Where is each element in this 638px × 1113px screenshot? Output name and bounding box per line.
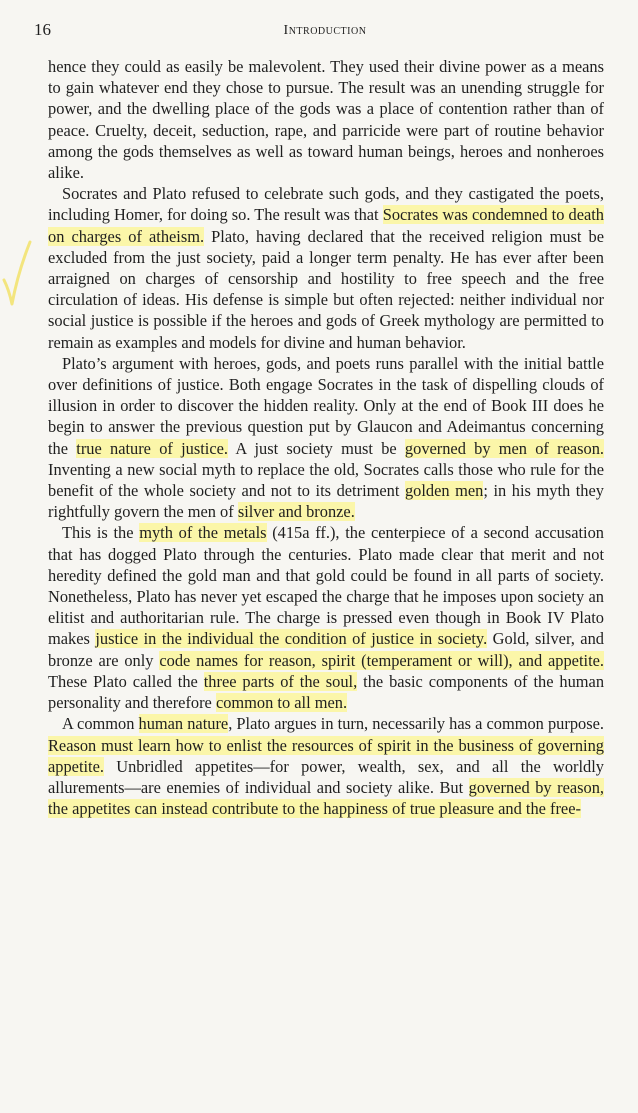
highlighted-text: Reason must learn how to enlist the resources of spirit in the business of governing appetite. [48, 735, 604, 776]
highlighted-text: governed by men of reason. [404, 438, 605, 458]
page-header [34, 20, 616, 46]
highlighted-text: three parts of the soul, [203, 671, 358, 691]
text-run: , Plato argues in turn, necessarily has a common purpose. [228, 714, 604, 734]
text-run: A common [62, 714, 139, 734]
page-number: 16 [34, 20, 51, 39]
highlighted-text: true nature of justice. [76, 438, 228, 458]
text-run: Gold, silver, and bronze are only [48, 629, 604, 670]
text-run: Socrates and Plato refused to celebrate such gods, and they castigated the poets, including Homer, for doing so. The result was that [48, 184, 604, 225]
highlighted-text: governed by reason, the appetites can instead contribute to the happiness of true pleasure and the free- [48, 777, 604, 819]
text-run: ; in his myth they rightfully govern the men of [48, 481, 604, 522]
text-run: These Plato called the [48, 671, 204, 691]
highlighted-text: human nature [138, 714, 229, 734]
highlighted-text: justice in the individual the condition of justice in society. [95, 629, 488, 649]
paragraph [48, 183, 604, 353]
text-run: This is the [62, 523, 140, 543]
paragraph [48, 353, 604, 523]
paragraph [48, 713, 604, 819]
margin-checkmark-icon [0, 232, 34, 322]
running-head: Introduction [283, 23, 367, 38]
paragraph [48, 522, 604, 713]
text-run: the basic components of the human personality and therefore [48, 671, 605, 713]
highlighted-text: myth of the metals [139, 523, 267, 543]
paragraph [48, 56, 604, 183]
text-run: hence they could as easily be malevolent. They used their divine power as a means to gain whatever end they chose to pursue. The result was an unending struggle for power, and the dwelling place of the gods was a place of contention rather than of peace. Cruelty, deceit, seduction, rape, and parricide were part of routine behavior among the gods themselves as well as toward human beings, heroes and nonheroes alike. [48, 57, 604, 183]
text-run: Inventing a new social myth to replace the old, Socrates calls those who rule for the benefit of the whole society and not to its detriment [48, 459, 604, 501]
text-run: A just society must be [227, 438, 405, 458]
highlighted-text: silver and bronze. [237, 502, 355, 522]
highlighted-text: golden men [404, 481, 484, 501]
text-run: (415a ff.), the centerpiece of a second accusation that has dogged Plato through the centuries. Plato made clear that merit and not heredity defined the gold man and that gold could be found in all parts of society. Nonetheless, Plato has never yet escaped the charge that he imposes upon society an elitist and authoritarian rule. The charge is pressed even though in Book IV Plato makes [48, 523, 604, 649]
text-run: Plato, having declared that the received religion must be excluded from the just society, paid a longer term penalty. He has ever after been arraigned on charges of censorship and hostility to free speech and the free circulation of ideas. His defense is simple but often rejected: neither individual nor social justice is possible if the heroes and gods of Greek mythology are permitted to remain as examples and models for divine and human behavior. [48, 226, 605, 352]
highlighted-text: Socrates was condemned to death on charges of atheism. [48, 205, 604, 246]
highlighted-text: code names for reason, spirit (temperament or will), and appetite. [159, 650, 604, 670]
highlighted-text: common to all men. [215, 693, 348, 713]
text-run: Unbridled appetites—for power, wealth, sex, and all the worldly allurements—are enemies of individual and society alike. But [48, 756, 604, 797]
text-run: Plato’s argument with heroes, gods, and poets runs parallel with the initial battle over definitions of justice. Both engage Socrates in the task of dispelling clouds of illusion in order to discover the hidden reality. Only at the end of Book III does he begin to answer the previous question put by Glaucon and Adeimantus concerning the [48, 353, 604, 458]
body-text [48, 56, 604, 819]
